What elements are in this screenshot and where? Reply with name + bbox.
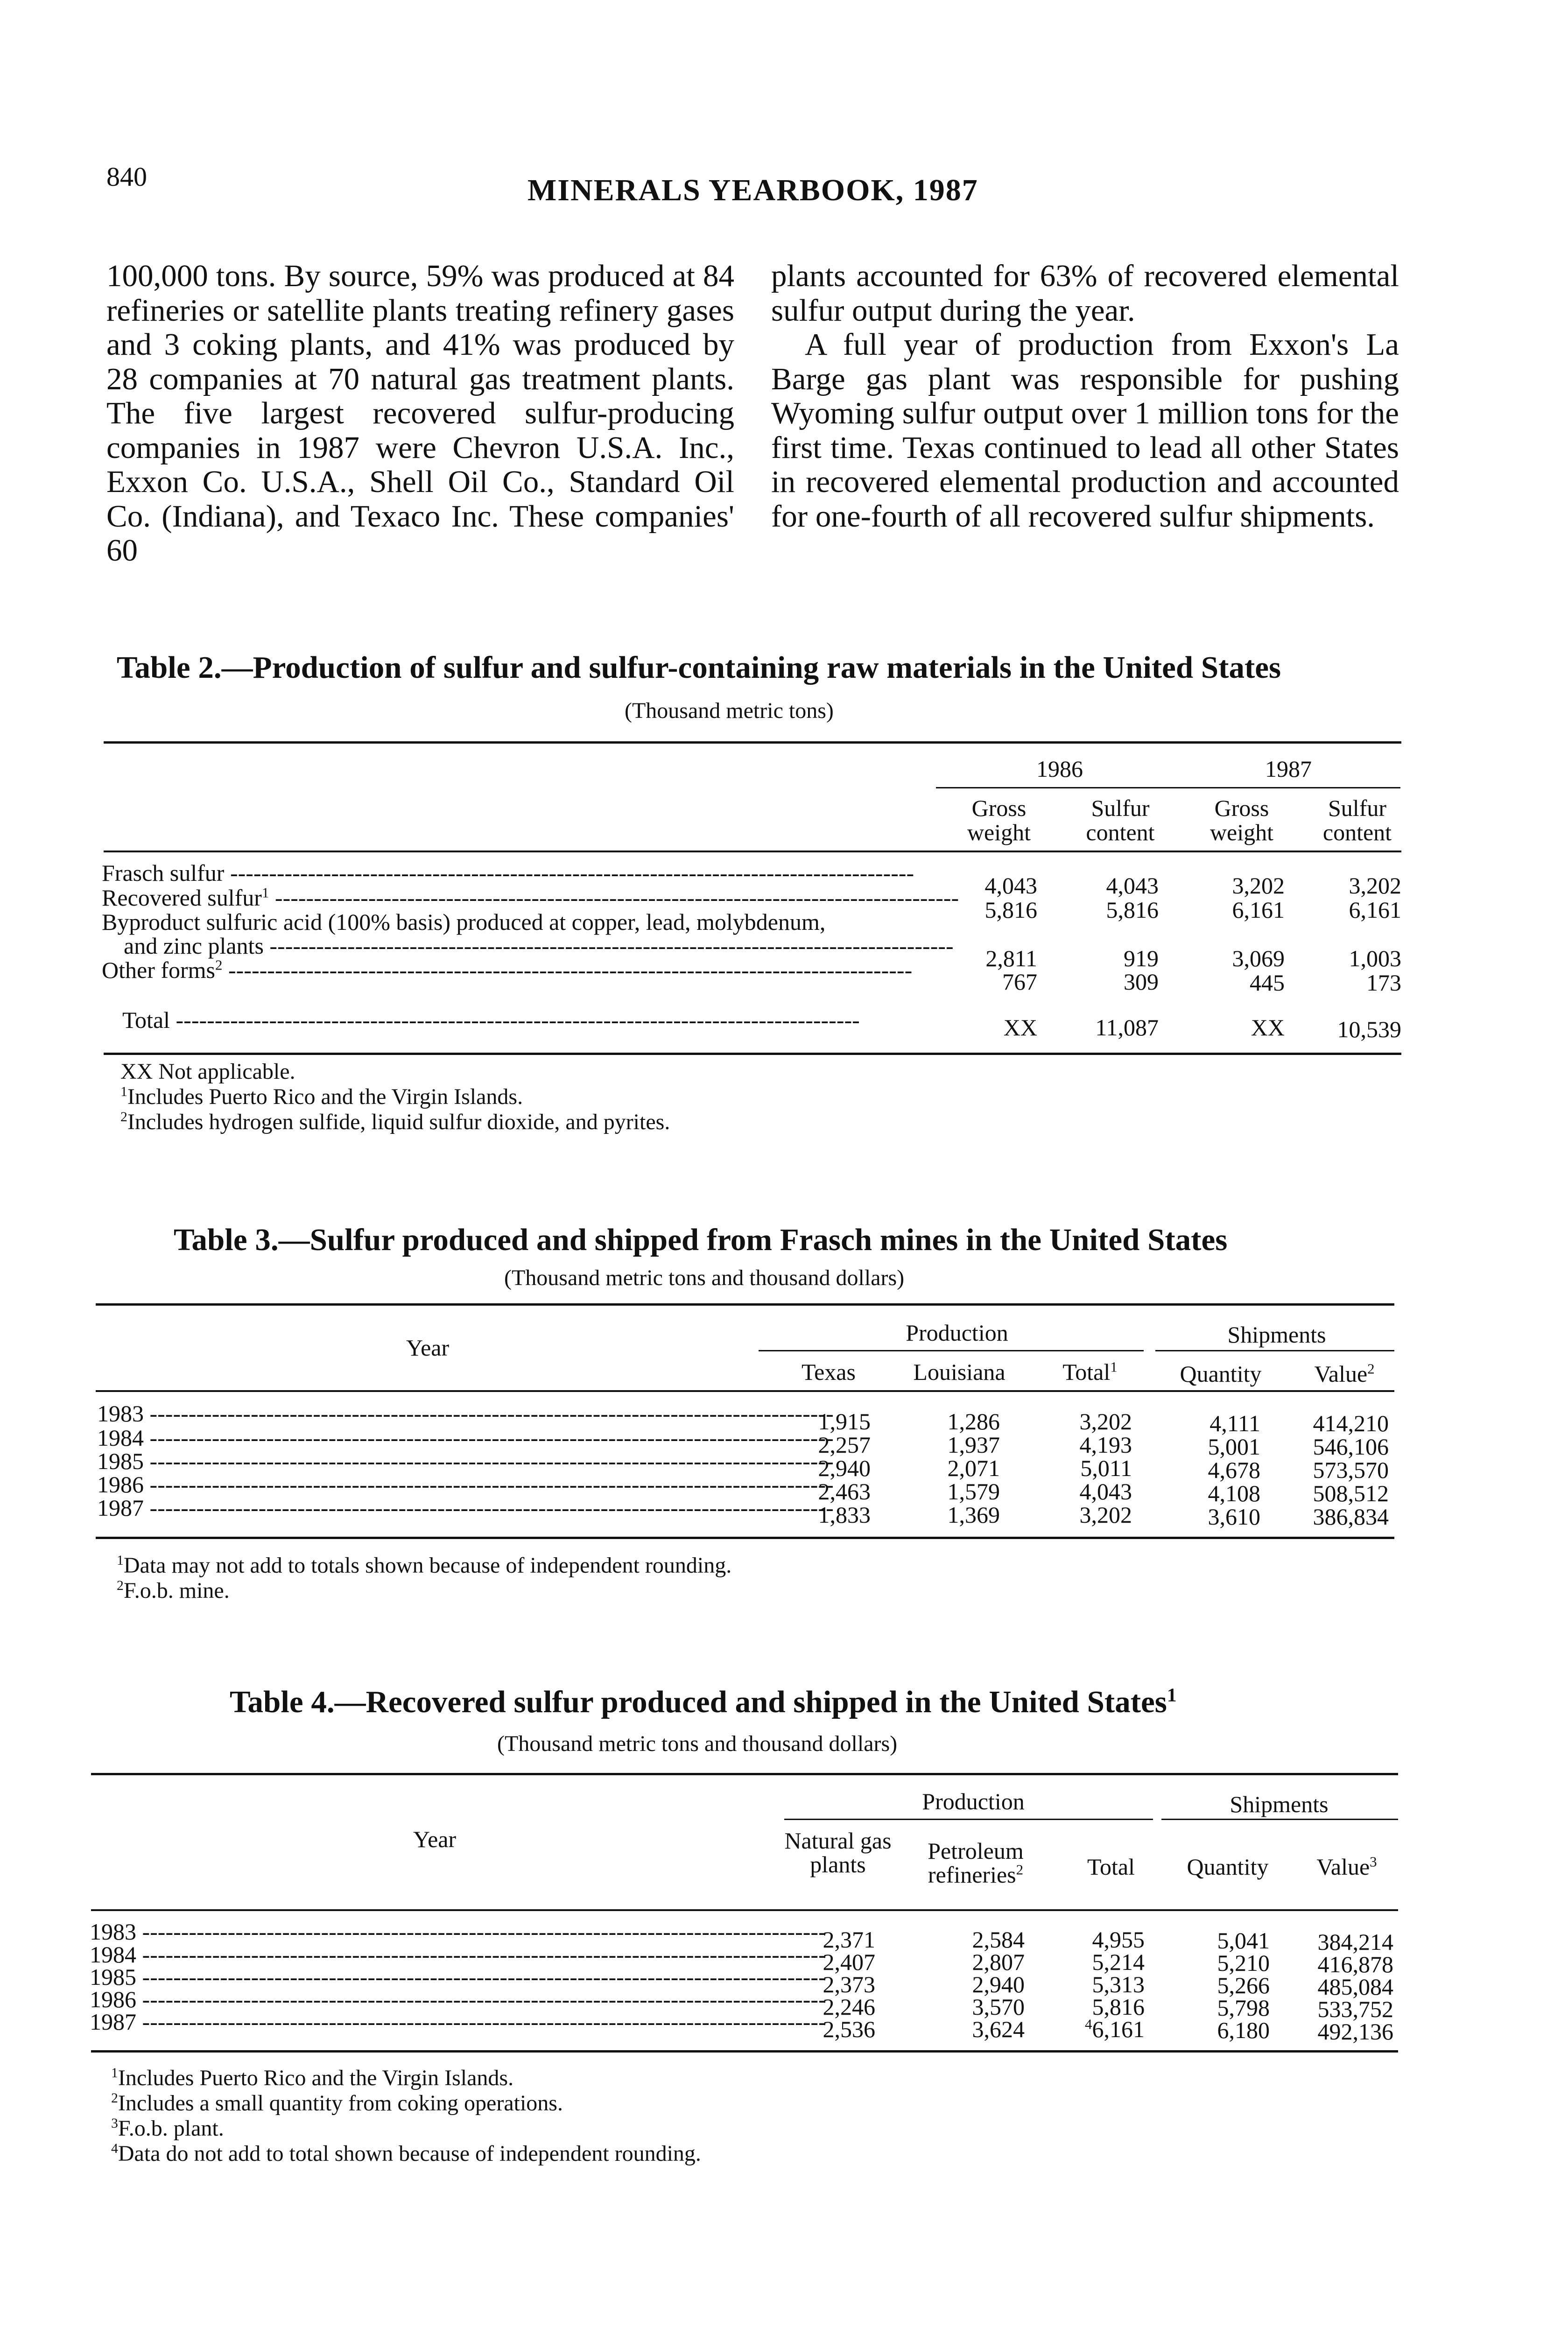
footnote: $^2$F.o.b. mine. — [117, 1578, 230, 1603]
footnote: $^3$F.o.b. plant. — [111, 2116, 224, 2141]
footnote-mark: 4 — [1085, 2016, 1092, 2032]
column-group-production: Production — [906, 1320, 1008, 1346]
body-paragraph: plants accounted for 63% of recovered elemental sulfur output during the year. — [771, 259, 1399, 328]
cell-value: 919 — [1124, 945, 1159, 971]
column-header-gross-1986: Gross weight — [967, 795, 1031, 845]
cell-value: 5,816 — [984, 897, 1037, 923]
row-label: Byproduct sulfuric acid (100% basis) produced at copper, lead, molybdenum, — [102, 909, 826, 935]
column-header-quantity: Quantity — [1180, 1361, 1262, 1387]
row-year: 1984 — [90, 1941, 136, 1968]
footnote: $^2$Includes hydrogen sulfide, liquid sulfur dioxide, and pyrites. — [120, 1109, 670, 1134]
cell-value: 3,202 — [1232, 872, 1285, 899]
cell-value: 10,539 — [1337, 1016, 1401, 1042]
cell-value: 5,041 — [1217, 1927, 1270, 1954]
cell-value: 4,043 — [984, 872, 1037, 899]
cell-value: $^4$6,161 — [1085, 2016, 1145, 2042]
cell-value: 414,210 — [1313, 1410, 1389, 1436]
cell-value: 5,011 — [1080, 1455, 1132, 1481]
cell-value: 309 — [1124, 969, 1159, 995]
column-header-louisiana: Louisiana — [913, 1359, 1005, 1385]
cell-value: 492,136 — [1317, 2018, 1393, 2045]
cell-value: 11,087 — [1095, 1014, 1159, 1040]
table-subtitle: (Thousand metric tons and thousand dollars) — [504, 1265, 905, 1290]
cell-value: 1,003 — [1349, 945, 1401, 971]
footnote: $^4$Data do not add to total shown because of independent rounding. — [111, 2141, 701, 2166]
body-column-right — [771, 259, 1399, 534]
cell-value: 2,536 — [823, 2016, 875, 2042]
cell-value: 416,878 — [1317, 1951, 1393, 1977]
row-year: 1987 — [97, 1495, 144, 1521]
cell-value: 1,579 — [947, 1478, 1000, 1504]
cell-value: 4,043 — [1106, 872, 1159, 899]
cell-value: 3,202 — [1079, 1408, 1132, 1434]
row-year: 1983 — [97, 1400, 144, 1427]
cell-value: 2,373 — [823, 1971, 875, 1997]
cell-value: 4,678 — [1208, 1457, 1260, 1483]
column-header-gross-1987: Gross weight — [1209, 795, 1274, 845]
cell-value: 173 — [1366, 970, 1401, 996]
cell-value: 2,811 — [985, 945, 1037, 971]
row-year: 1986 — [97, 1471, 144, 1497]
column-header-sulfur-1986: Sulfur content — [1086, 795, 1155, 845]
cell-value: 1,915 — [818, 1408, 871, 1434]
page-number: 840 — [106, 162, 147, 192]
column-header-value: Value$^3$ — [1316, 1853, 1377, 1880]
body-paragraph: 100,000 tons. By source, 59% was produced at 84 refineries or satellite plants treating refinery gases and 3 coking plants, and 41% was produced by 28 companies at 70 natural gas treatment plants. The five largest recovered sulfur-producing companies in 1987 were Chevron U.S.A. Inc., Exxon Co. U.S.A., Shell Oil Co., Standard Oil Co. (Indiana), and Texaco Inc. These companies' 60 — [106, 259, 734, 568]
row-year: 1985 — [90, 1964, 136, 1990]
table-subtitle: (Thousand metric tons) — [625, 698, 834, 723]
cell-value: 3,610 — [1208, 1504, 1260, 1530]
cell-value: 3,202 — [1079, 1502, 1132, 1528]
cell-value: 445 — [1250, 970, 1285, 996]
table-subtitle: (Thousand metric tons and thousand dollars) — [497, 1731, 898, 1756]
cell-value: 6,161 — [1232, 897, 1285, 923]
cell-value: 485,084 — [1317, 1974, 1393, 2000]
cell-value: 2,463 — [818, 1478, 871, 1504]
cell-value: 384,214 — [1317, 1929, 1393, 1955]
cell-value: 1,833 — [818, 1502, 871, 1528]
row-year: 1986 — [90, 1986, 136, 2012]
row-year: 1983 — [90, 1919, 136, 1945]
column-header-quantity: Quantity — [1187, 1854, 1269, 1880]
cell-value: 4,043 — [1079, 1478, 1132, 1504]
cell-value: 2,940 — [818, 1455, 871, 1481]
footnote: $^1$Includes Puerto Rico and the Virgin Islands. — [120, 1084, 523, 1109]
cell-value: 2,407 — [823, 1949, 875, 1975]
row-year: 1987 — [90, 2009, 136, 2035]
running-title: MINERALS YEARBOOK, 1987 — [527, 173, 978, 207]
cell-value: 2,807 — [972, 1949, 1025, 1975]
cell-value: 573,570 — [1313, 1457, 1389, 1483]
column-header-natural-gas: Natural gas plants — [784, 1828, 892, 1877]
cell-value: 2,257 — [818, 1432, 871, 1458]
cell-value: 5,266 — [1217, 1972, 1270, 1998]
cell-value: 3,202 — [1349, 872, 1401, 899]
cell-value: 6,180 — [1217, 2017, 1270, 2043]
column-group-1986: 1986 — [1036, 756, 1083, 782]
cell-value: 3,624 — [972, 2016, 1025, 2042]
footnote: $^1$Includes Puerto Rico and the Virgin Islands. — [111, 2065, 514, 2090]
row-label: Frasch sulfur — [102, 860, 225, 886]
cell-value: 1,937 — [947, 1432, 1000, 1458]
cell-value: 5,816 — [1106, 897, 1159, 923]
cell-value: 386,834 — [1313, 1504, 1389, 1530]
row-label-continued: and zinc plants — [124, 933, 264, 959]
cell-value: 4,111 — [1209, 1410, 1260, 1436]
cell-value: 2,071 — [947, 1455, 1000, 1481]
column-group-shipments: Shipments — [1230, 1791, 1329, 1817]
column-header-year: Year — [413, 1826, 457, 1852]
cell-value: 508,512 — [1313, 1480, 1389, 1506]
cell-value: 533,752 — [1317, 1996, 1393, 2022]
footnote: $^1$Data may not add to totals shown because of independent rounding. — [117, 1553, 732, 1578]
column-header-petroleum: Petroleum refineries$^2$ — [928, 1838, 1024, 1888]
footnote: $^2$Includes a small quantity from coking operations. — [111, 2090, 563, 2116]
cell-value: 4,108 — [1208, 1480, 1260, 1506]
table-title: Table 3.—Sulfur produced and shipped from Frasch mines in the United States — [174, 1223, 1228, 1257]
cell-value: 5,313 — [1092, 1971, 1145, 1997]
column-header-sulfur-1987: Sulfur content — [1322, 795, 1392, 845]
cell-value: XX — [1003, 1014, 1037, 1040]
cell-value: 4,193 — [1079, 1432, 1132, 1458]
column-header-year: Year — [406, 1335, 450, 1361]
table-title: Table 2.—Production of sulfur and sulfur-containing raw materials in the United States — [117, 650, 1281, 685]
column-header-total: Total$^1$ — [1062, 1358, 1118, 1385]
cell-value: 2,371 — [823, 1926, 875, 1953]
footnote-mark: 2 — [215, 956, 223, 973]
cell-value: 5,001 — [1208, 1434, 1260, 1460]
cell-value: 3,069 — [1232, 945, 1285, 971]
column-group-1987: 1987 — [1265, 756, 1312, 782]
cell-value: 2,940 — [972, 1971, 1025, 1997]
cell-value: 5,816 — [1092, 1994, 1145, 2020]
column-header-total: Total — [1087, 1854, 1135, 1880]
column-header-value: Value$^2$ — [1314, 1360, 1375, 1387]
cell-value: 1,369 — [947, 1502, 1000, 1528]
cell-value: 5,798 — [1217, 1995, 1270, 2021]
cell-value: XX — [1251, 1014, 1285, 1040]
table-title: Table 4.—Recovered sulfur produced and shipped in the United States$^1$ — [230, 1684, 1177, 1719]
footnote-mark: 1 — [261, 884, 269, 901]
column-header-texas: Texas — [802, 1359, 856, 1385]
row-label: Total — [122, 1007, 170, 1033]
column-group-production: Production — [922, 1788, 1025, 1814]
cell-value: 5,214 — [1092, 1949, 1145, 1975]
row-year: 1985 — [97, 1448, 144, 1474]
cell-value: 2,584 — [972, 1926, 1025, 1953]
cell-value: 6,161 — [1349, 897, 1401, 923]
cell-value: 3,570 — [972, 1994, 1025, 2020]
cell-value: 2,246 — [823, 1994, 875, 2020]
footnote: XX Not applicable. — [120, 1059, 295, 1084]
body-paragraph: A full year of production from Exxon's La Barge gas plant was responsible for pushing Wyoming sulfur output over 1 million tons for the first time. Texas continued to lead all other States in recovered elemental production and accounted for one-fourth of all recovered sulfur shipments. — [771, 327, 1399, 534]
row-label: Recovered sulfur — [102, 885, 262, 911]
cell-value: 5,210 — [1217, 1950, 1270, 1976]
cell-value: 546,106 — [1313, 1434, 1389, 1460]
cell-value: 4,955 — [1092, 1926, 1145, 1953]
column-group-shipments: Shipments — [1227, 1322, 1326, 1348]
row-year: 1984 — [97, 1425, 144, 1451]
body-column-left — [106, 259, 734, 568]
cell-value: 767 — [1002, 969, 1037, 995]
cell-value: 1,286 — [947, 1408, 1000, 1434]
row-label: Other forms — [102, 957, 215, 983]
